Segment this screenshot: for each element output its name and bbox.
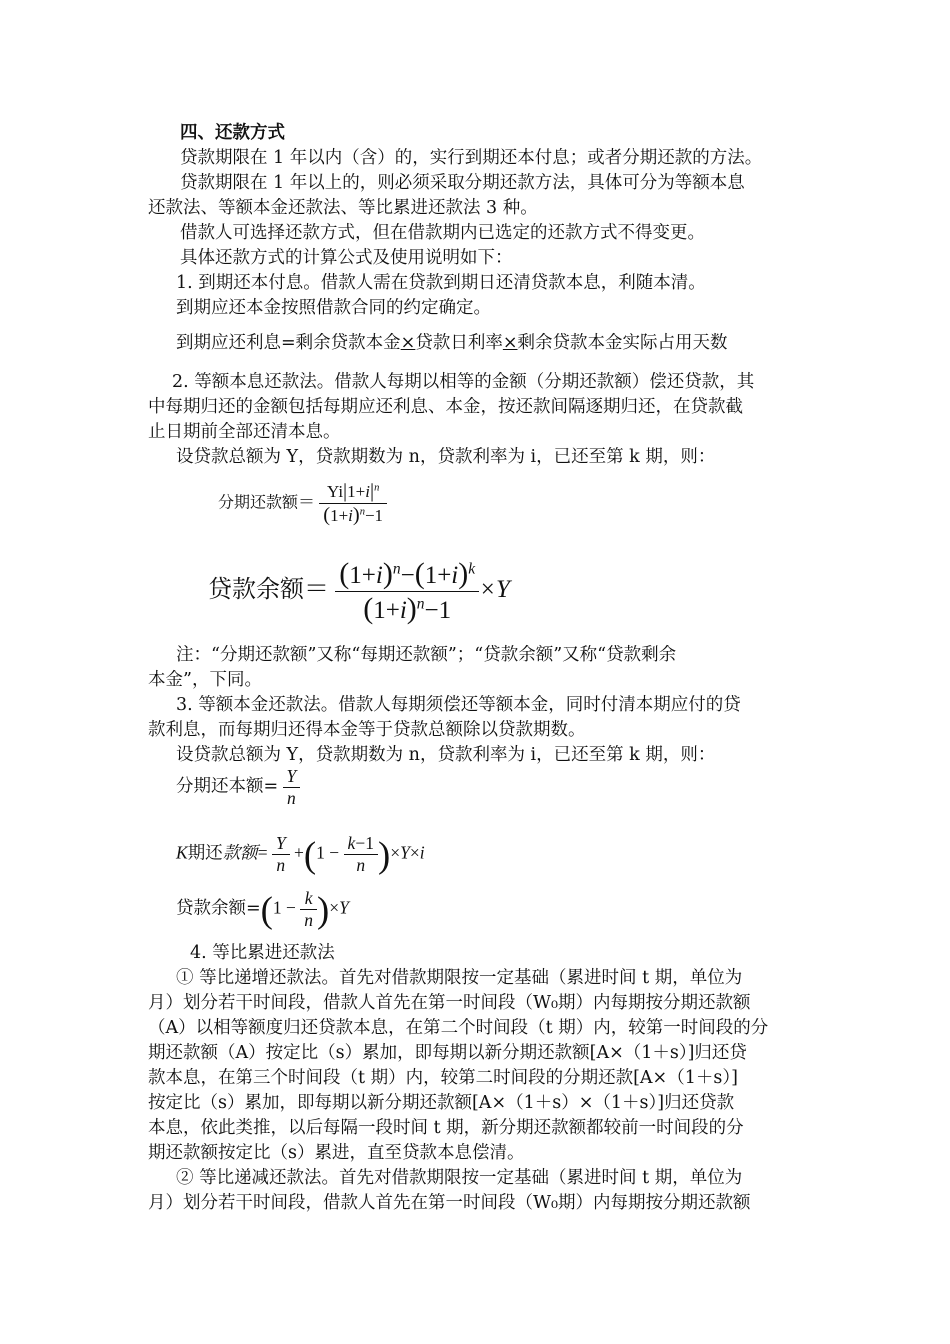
right-paren: ): [317, 889, 330, 930]
principal-formula: [176, 766, 300, 809]
paragraph-line: 中每期归还的金额包括每期应还利息、本金，按还款间隔逐期归还，在贷款截: [148, 397, 743, 417]
paragraph-line: 止日期前全部还清本息。: [148, 422, 341, 442]
fraction-numerator: $Yi|1+i|^n$: [319, 480, 387, 504]
paragraph-line: 款利息，而每期归还得本金等于贷款总额除以贷款期数。: [148, 720, 586, 740]
paragraph-line: ② 等比递减还款法。首先对借款期限按一定基础（累进时间 t 期，单位为: [176, 1168, 743, 1188]
paragraph-line: 设贷款总额为 Y，贷款期数为 n，贷款利率为 i，已还至第 k 期，则：: [176, 447, 716, 467]
note-line: 本金”，下同。: [148, 670, 262, 690]
fraction-numerator: k: [300, 888, 317, 910]
fraction-denominator: n: [304, 910, 314, 930]
paragraph-line: 贷款期限在 1 年以上的，则必须采取分期还款方法，具体可分为等额本息: [180, 173, 745, 193]
times-y: ×Y: [479, 576, 510, 604]
fraction-denominator: n: [287, 788, 296, 808]
fraction-denominator: n: [356, 855, 366, 875]
paragraph-line: 期还款额按定比（s）累进，直至贷款本息偿清。: [148, 1143, 525, 1163]
paragraph-line: 本息，依此类推，以后每隔一段时间 t 期，新分期还款额都较前一时间段的分: [148, 1118, 744, 1138]
left-paren: (: [303, 834, 317, 875]
paragraph-line: 月）划分若干时间段，借款人首先在第一时间段（W₀期）内每期按分期还款额: [148, 993, 751, 1013]
equals-sign: ＝: [298, 492, 316, 512]
section-title: 4. 等比累进还款法: [190, 943, 335, 963]
paragraph-line: 款本息，在第三个时间段（t 期）内，较第二时间段的分期还款[A×（1＋s）]: [148, 1068, 738, 1088]
equals-sign: ＝: [304, 576, 330, 604]
principal-fraction: [283, 766, 301, 809]
installment-fraction: [319, 480, 387, 527]
fraction-numerator: $(1+i)^n-(1+i)^k$: [335, 557, 479, 592]
interest-formula-part3: 剩余贷款本金实际占用天数: [517, 333, 728, 353]
paragraph-line: 期还款额（A）按定比（s）累加，即每期以新分期还款额[A×（1＋s）]归还贷: [148, 1043, 747, 1063]
fraction-numerator: Y: [272, 833, 290, 855]
left-paren: (: [260, 889, 273, 930]
formula-label-mid: 期还: [187, 843, 223, 864]
formula-label-italic: 款额: [222, 843, 258, 864]
times-sign: ×: [502, 333, 518, 353]
plus-sign: +: [294, 842, 304, 863]
paragraph-line: （A）以相等额度归还贷款本息，在第二个时间段（t 期）内，较第一时间段的分: [148, 1018, 769, 1038]
balance-fraction: [335, 557, 479, 626]
paragraph-line: 3. 等额本金还款法。借款人每期须偿还等额本金，同时付清本期应付的贷: [176, 695, 741, 715]
formula-label: 贷款余额=: [176, 898, 261, 919]
balance-formula: [208, 557, 510, 626]
paragraph-line: 设贷款总额为 Y，贷款期数为 n，贷款利率为 i，已还至第 k 期，则：: [176, 745, 716, 765]
times-sign: ×: [400, 333, 416, 353]
k-fraction-1: [272, 833, 290, 876]
section-heading: 四、还款方式: [180, 123, 285, 143]
paragraph-line: 到期应还本金按照借款合同的约定确定。: [176, 298, 491, 318]
fraction-denominator: $(1+i)^n-1$: [363, 592, 452, 625]
formula-label: 贷款余额: [208, 575, 304, 604]
paragraph-line: ① 等比递增还款法。首先对借款期限按一定基础（累进时间 t 期，单位为: [176, 968, 743, 988]
paragraph-line: 1. 到期还本付息。借款人需在贷款到期日还清贷款本息，利随本清。: [176, 273, 706, 293]
note-line: 注：“分期还款额”又称“每期还款额”；“贷款余额”又称“贷款剩余: [176, 645, 677, 665]
paragraph-line: 具体还款方式的计算公式及使用说明如下：: [180, 248, 513, 268]
interest-formula: [176, 331, 728, 355]
fraction-denominator: n: [276, 855, 286, 875]
formula-label-k: K: [176, 842, 188, 863]
fraction-denominator: $(1+i)^n-1$: [323, 504, 384, 526]
formula-label: 分期还款额: [218, 492, 299, 512]
interest-formula-part2: 贷款日利率: [415, 333, 503, 353]
formula-label: 分期还本额=: [176, 776, 279, 797]
paragraph-line: 借款人可选择还款方式，但在借款期内已选定的还款方式不得变更。: [180, 223, 705, 243]
fraction-numerator: k−1: [344, 833, 378, 855]
paragraph-line: 贷款期限在 1 年以内（含）的，实行到期还本付息；或者分期还款的方法。: [180, 148, 763, 168]
interest-formula-part1: 到期应还利息=剩余贷款本金: [176, 333, 401, 353]
paragraph-line: 按定比（s）累加，即每期以新分期还款额[A×（1＋s）×（1＋s）]归还贷款: [148, 1093, 735, 1113]
k-period-formula: K期还款额= $\frac{Y}{n}$ +(1 − $\frac{k-1}{n}$ )×Y×i: [176, 833, 425, 875]
k-fraction-2: [344, 833, 378, 876]
balance-fraction-3: [300, 888, 317, 931]
paragraph-line: 月）划分若干时间段，借款人首先在第一时间段（W₀期）内每期按分期还款额: [148, 1193, 751, 1213]
equals-sign: =: [257, 842, 268, 863]
balance-formula-3: 贷款余额=(1 − $\frac{k}{n}$ )×Y: [176, 888, 349, 930]
right-paren: ): [377, 834, 391, 875]
paragraph-line: 2. 等额本息还款法。借款人每期以相等的金额（分期还款额）偿还贷款，其: [172, 372, 755, 392]
fraction-numerator: Y: [283, 766, 301, 788]
paragraph-line: 还款法、等额本金还款法、等比累进还款法 3 种。: [148, 198, 538, 218]
installment-formula: [218, 480, 387, 527]
